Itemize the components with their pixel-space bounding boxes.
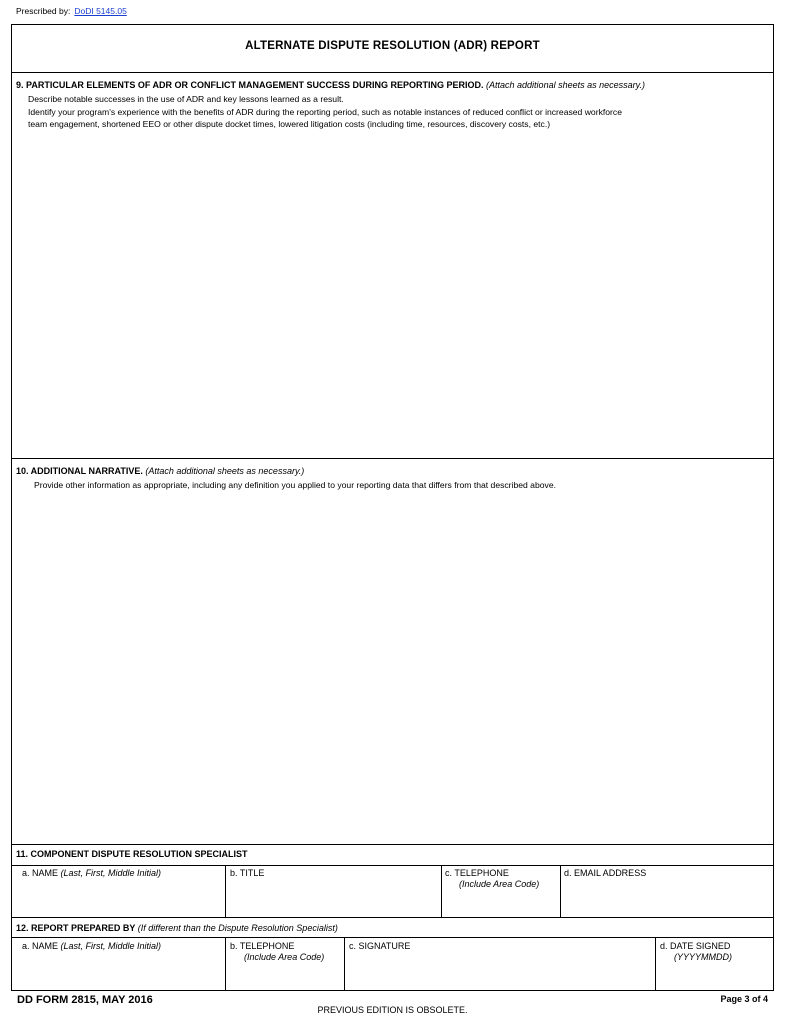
divider <box>225 865 226 917</box>
section-10-text-area[interactable] <box>13 494 772 842</box>
divider <box>11 844 774 845</box>
divider <box>344 937 345 991</box>
divider <box>225 937 226 991</box>
section-10-heading <box>16 466 768 476</box>
s11-telephone-hint: (Include Area Code) <box>459 879 540 889</box>
s12-signature-field[interactable] <box>346 955 653 989</box>
s11-title-input[interactable] <box>227 890 439 915</box>
s12-name-label <box>22 941 161 951</box>
s12-date-input[interactable] <box>657 968 772 989</box>
section-9-line: team engagement, shortened EEO or other dispute docket times, lowered litigation costs (including time, resources, discovery costs, etc.) <box>28 119 551 129</box>
section-10-title: 10. ADDITIONAL NARRATIVE. <box>16 466 143 476</box>
s12-name-input[interactable] <box>13 962 223 989</box>
s11-telephone-label-text: c. TELEPHONE <box>445 868 509 878</box>
s12-signature-label: c. SIGNATURE <box>349 941 411 951</box>
s11-email-input[interactable] <box>562 890 772 915</box>
s12-date-label <box>660 941 732 962</box>
s11-name-input[interactable] <box>13 890 223 915</box>
s11-title-label: b. TITLE <box>230 868 265 878</box>
section-11-heading: 11. COMPONENT DISPUTE RESOLUTION SPECIALIST <box>16 849 248 859</box>
section-9-line: Identify your program's experience with the benefits of ADR during the reporting period, such as notable instances of reduced conflict or increased workforce <box>28 106 622 117</box>
divider <box>11 937 774 938</box>
section-10-note: (Attach additional sheets as necessary.) <box>145 466 305 476</box>
section-9-note: (Attach additional sheets as necessary.) <box>486 80 645 90</box>
s12-name-label-text: a. NAME <box>22 941 59 951</box>
form-number: DD FORM 2815, MAY 2016 <box>17 994 153 1006</box>
s12-date-label-text: d. DATE SIGNED <box>660 941 731 951</box>
s12-telephone-input[interactable] <box>227 968 342 989</box>
section-9-heading <box>16 80 768 90</box>
section-9-line: Describe notable successes in the use of ADR and key lessons learned as a result. <box>28 94 344 104</box>
divider <box>655 937 656 991</box>
section-12-heading <box>16 923 338 933</box>
divider <box>441 865 442 917</box>
prescribed-by <box>16 6 127 16</box>
divider <box>11 865 774 866</box>
page-number: Page 3 of 4 <box>720 994 768 1004</box>
s12-telephone-label <box>230 941 324 962</box>
section-9-text-area[interactable] <box>13 134 772 456</box>
divider <box>11 917 774 918</box>
divider <box>11 458 774 459</box>
section-9-title: 9. PARTICULAR ELEMENTS OF ADR OR CONFLICT MANAGEMENT SUCCESS DURING REPORTING PERIOD. <box>16 80 484 90</box>
section-9-description <box>28 93 770 131</box>
s12-date-hint: (YYYYMMDD) <box>674 952 732 962</box>
section-12-title: 12. REPORT PREPARED BY <box>16 923 136 933</box>
s11-email-label: d. EMAIL ADDRESS <box>564 868 647 878</box>
s12-name-hint: (Last, First, Middle Initial) <box>60 941 162 951</box>
s11-name-label <box>22 868 161 878</box>
section-10-description: Provide other information as appropriate, including any definition you applied to your reporting data that differs from that described above. <box>34 480 556 490</box>
prescribed-label: Prescribed by: <box>16 6 71 16</box>
s11-telephone-input[interactable] <box>443 895 558 915</box>
s12-telephone-hint: (Include Area Code) <box>244 952 325 962</box>
edition-note: PREVIOUS EDITION IS OBSOLETE. <box>317 1005 468 1015</box>
divider <box>560 865 561 917</box>
s11-name-label-text: a. NAME <box>22 868 59 878</box>
prescribed-link[interactable]: DoDI 5145.05 <box>74 6 127 16</box>
divider <box>11 72 774 73</box>
s12-telephone-label-text: b. TELEPHONE <box>230 941 295 951</box>
s11-telephone-label <box>445 868 539 889</box>
form-title: ALTERNATE DISPUTE RESOLUTION (ADR) REPORT <box>245 40 540 52</box>
s11-name-hint: (Last, First, Middle Initial) <box>60 868 162 878</box>
section-12-note: (If different than the Dispute Resolution Specialist) <box>137 923 338 933</box>
